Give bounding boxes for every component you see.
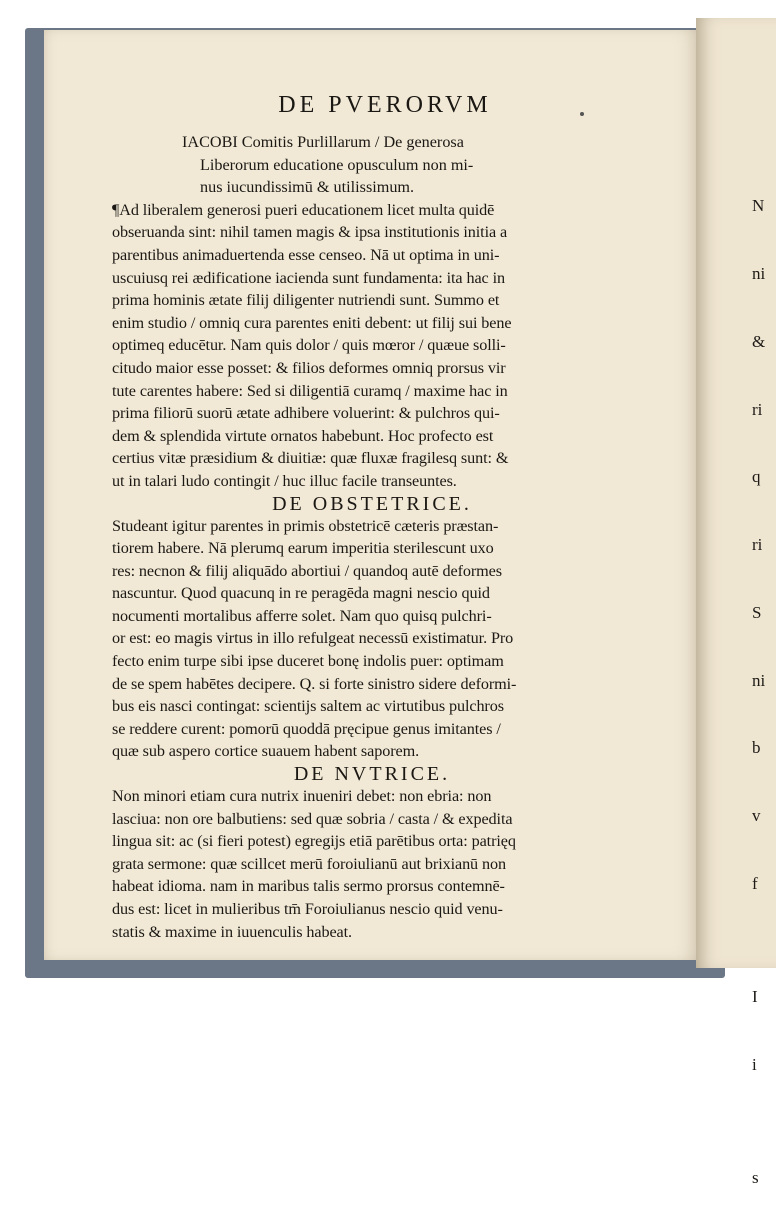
text-line: res: necnon & filij aliquādo abortiui / quandoq autē deformes xyxy=(112,561,502,580)
fragment-line: N xyxy=(752,196,765,216)
fragment-line: ri xyxy=(752,399,763,419)
fragment-line: S xyxy=(752,602,762,622)
text-line: parentibus animaduertenda esse censeo. Nā ut optima in uni- xyxy=(112,245,500,264)
text-line: dus est: licet in mulieribus tm̄ Foroiulianus nescio quid venu- xyxy=(112,900,503,918)
page-text xyxy=(112,92,632,943)
fragment-line: ni xyxy=(752,670,766,690)
text-line: tiorem habere. Nā plerumq earum imperitia sterilescunt uxo xyxy=(112,539,494,558)
fragment-line: ri xyxy=(752,535,763,555)
right-page-fragment xyxy=(752,150,772,1212)
fragment-line: & xyxy=(752,331,766,351)
text-line: se reddere curent: pomorū quoddā pręcipue genus imitantes / xyxy=(112,719,501,738)
text-line: dem & splendida virtute ornatos habebunt. Hoc profecto est xyxy=(112,426,494,445)
text-line: obseruanda sint: nihil tamen magis & ipsa institutionis initia a xyxy=(112,223,508,242)
text-line: statis & maxime in iuuenculis habeat. xyxy=(112,922,352,941)
fragment-line: s xyxy=(752,1167,759,1187)
text-line: grata sermone: quæ scillcet merū foroiulianū aut brixianū non xyxy=(112,854,506,873)
title-block xyxy=(112,131,632,199)
section-obstetrice xyxy=(112,515,632,764)
text-line: Studeant igitur parentes in primis obstetricē cæteris præstan- xyxy=(112,516,499,535)
text-line: habeat idioma. nam in maribus talis sermo prorsus contemnē- xyxy=(112,877,505,896)
fragment-line: f xyxy=(752,874,758,893)
section-heading-nutrice: DE NVTRICE. xyxy=(293,763,451,786)
text-line: lasciua: non ore balbutiens: sed quæ sobria / casta / & expedita xyxy=(112,809,513,828)
text-line: Non minori etiam cura nutrix inueniri debet: non ebria: non xyxy=(112,787,492,806)
text-line: ut in talari ludo contingit / huc illuc facile transeuntes. xyxy=(112,471,457,490)
fragment-line: i xyxy=(752,1054,757,1074)
text-line: de se spem habētes decipere. Q. si forte sinistro sidere deformi- xyxy=(112,674,517,693)
fragment-line: I xyxy=(752,986,758,1006)
section-nutrice xyxy=(112,785,632,943)
text-line: certius vitæ præsidium & diuitiæ: quæ fluxæ fragilesq sunt: & xyxy=(112,449,509,468)
section-heading-obstetrice: DE OBSTETRICE. xyxy=(272,492,472,515)
text-line: quæ sub aspero cortice suauem habent saporem. xyxy=(112,742,420,761)
text-line: prima filiorū suorū ætate adhibere voluerint: & pulchros qui- xyxy=(112,404,500,423)
text-line: uscuiusq rei ædificatione iacienda sunt fundamenta: ita hac in xyxy=(112,268,505,287)
text-line: tute carentes habere: Sed si diligentiā curamq / maxime hac in xyxy=(112,381,508,400)
text-line: fecto enim turpe sibi ipse duceret bonę indolis puer: optimam xyxy=(112,652,504,671)
text-line: enim studio / omniq cura parentes eniti debent: ut filij sui bene xyxy=(112,313,512,332)
text-line: optimeq educētur. Nam quis dolor / quis mœror / quæue solli- xyxy=(112,336,506,355)
title-line: IACOBI Comitis Purlillarum / De generosa xyxy=(182,133,464,151)
fragment-line: q xyxy=(752,467,761,487)
fragment-line: ni xyxy=(752,263,766,283)
text-line: or est: eo magis virtus in illo refulgeat necessū existimatur. Pro xyxy=(112,629,514,648)
title-line: Liberorum educatione opusculum non mi- xyxy=(200,155,474,174)
fragment-line: b xyxy=(752,738,761,758)
running-head: DE PVERORVM xyxy=(278,92,492,118)
text-line: ¶Ad liberalem generosi pueri educationem licet multa quidē xyxy=(112,200,495,219)
text-line: bus eis nasci contingat: scientijs saltem ac virtutibus pulchros xyxy=(112,697,504,716)
text-line: lingua sit: ac (si fieri potest) egregijs etiā parētibus orta: patrięq xyxy=(112,832,516,851)
text-line: citudo maior esse posset: & filios deformes omniq prorsus vir xyxy=(112,358,506,377)
title-line: nus iucundissimū & utilissimum. xyxy=(200,178,415,197)
text-line: nocumenti mortalibus afferre solet. Nam quo quisq pulchri- xyxy=(112,606,492,625)
fragment-line: v xyxy=(752,806,761,826)
text-line: nascuntur. Quod quacunq in re peragēda magni nescio quid xyxy=(112,584,490,603)
text-line: prima hominis ætate filij diligenter nutriendi sunt. Summo et xyxy=(112,291,500,310)
section-introduction xyxy=(112,199,632,493)
